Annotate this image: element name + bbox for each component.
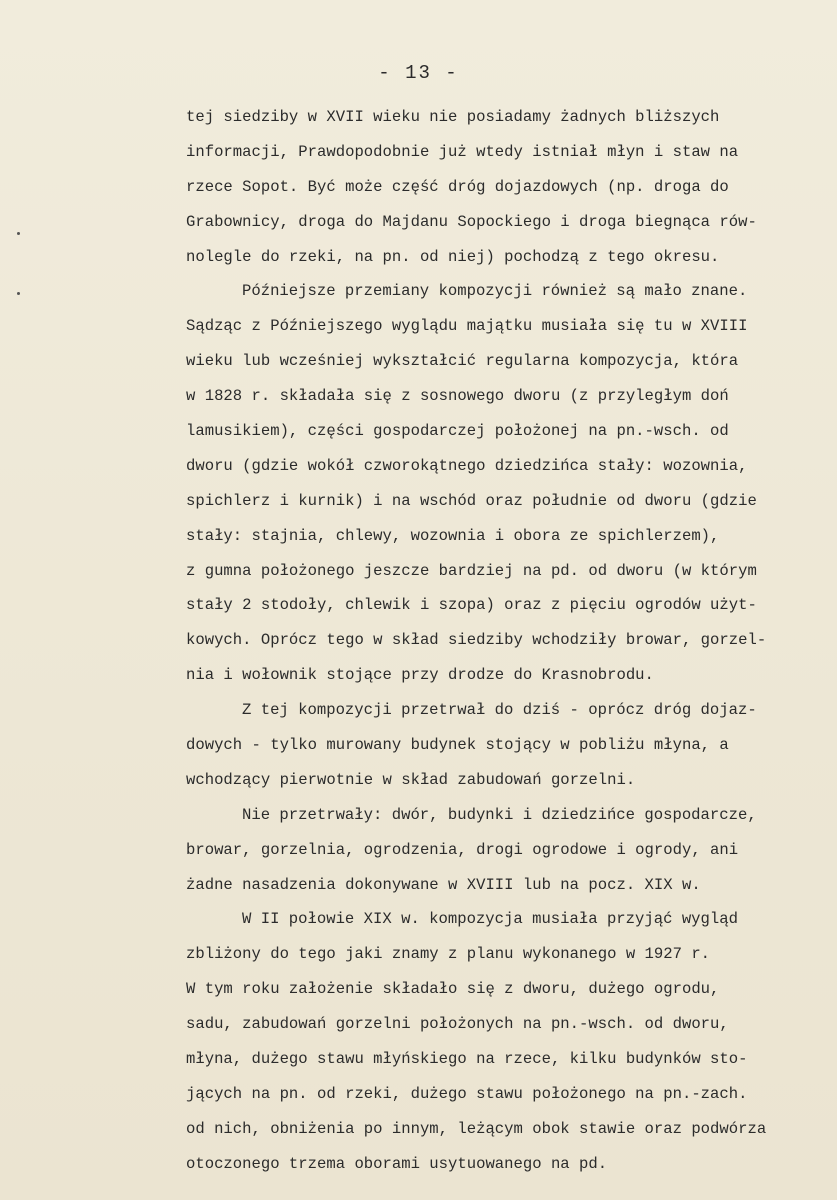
typed-text-body (186, 100, 826, 1182)
text-line: od nich, obniżenia po innym, leżącym obok stawie oraz podwórza (186, 1119, 767, 1138)
text-line: nolegle do rzeki, na pn. od niej) pochodzą z tego okresu. (186, 247, 720, 266)
text-line: Grabownicy, droga do Majdanu Sopockiego i droga biegnąca rów- (186, 212, 757, 231)
text-line: zbliżony do tego jaki znamy z planu wykonanego w 1927 r. (186, 945, 711, 964)
text-line: Sądząc z Późniejszego wyglądu majątku musiała się tu w XVIII (186, 317, 748, 336)
text-line: rzece Sopot. Być może część dróg dojazdowych (np. droga do (186, 177, 729, 196)
text-line: młyna, dużego stawu młyńskiego na rzece, kilku budynków sto- (186, 1050, 748, 1069)
text-line: stały 2 stodoły, chlewik i szopa) oraz z pięciu ogrodów użyt- (186, 596, 757, 615)
text-line: sadu, zabudowań gorzelni położonych na pn.-wsch. od dworu, (186, 1015, 729, 1034)
margin-dot (17, 232, 20, 235)
margin-dot (17, 292, 20, 295)
text-line: tej siedziby w XVII wieku nie posiadamy żadnych bliższych (186, 108, 720, 126)
text-line: spichlerz i kurnik) i na wschód oraz południe od dworu (gdzie (186, 491, 757, 510)
text-line: stały: stajnia, chlewy, wozownia i obora ze spichlerzem), (186, 526, 720, 545)
text-line: Nie przetrwały: dwór, budynki i dziedzińce gospodarcze, (242, 805, 757, 824)
text-line: kowych. Oprócz tego w skład siedziby wchodziły browar, gorzel- (186, 631, 767, 650)
text-line: W II połowie XIX w. kompozycja musiała przyjąć wygląd (242, 910, 738, 929)
text-line: otoczonego trzema oborami usytuowanego na pd. (186, 1154, 608, 1173)
text-line: browar, gorzelnia, ogrodzenia, drogi ogrodowe i ogrody, ani (186, 840, 739, 859)
text-line: dowych - tylko murowany budynek stojący w pobliżu młyna, a (186, 736, 729, 755)
text-line: żadne nasadzenia dokonywane w XVIII lub na pocz. XIX w. (186, 875, 701, 894)
text-line: W tym roku założenie składało się z dworu, dużego ogrodu, (186, 980, 720, 999)
text-line: informacji, Prawdopodobnie już wtedy istniał młyn i staw na (186, 142, 739, 161)
text-line: Z tej kompozycji przetrwał do dziś - oprócz dróg dojaz- (242, 701, 757, 720)
text-line: z gumna położonego jeszcze bardziej na pd. od dworu (w którym (186, 561, 757, 580)
text-line: wieku lub wcześniej wykształcić regularna kompozycja, która (186, 352, 739, 371)
text-line: wchodzący pierwotnie w skład zabudowań gorzelni. (186, 770, 636, 789)
text-line: dworu (gdzie wokół czworokątnego dziedzińca stały: wozownia, (186, 456, 748, 475)
text-line: w 1828 r. składała się z sosnowego dworu (z przyległym doń (186, 387, 729, 406)
text-line: jących na pn. od rzeki, dużego stawu położonego na pn.-zach. (186, 1084, 748, 1103)
text-line: Późniejsze przemiany kompozycji również są mało znane. (242, 282, 748, 301)
text-line: nia i wołownik stojące przy drodze do Krasnobrodu. (186, 666, 654, 685)
text-line: lamusikiem), części gospodarczej położonej na pn.-wsch. od (186, 422, 729, 441)
page-number: - 13 - (378, 62, 459, 84)
